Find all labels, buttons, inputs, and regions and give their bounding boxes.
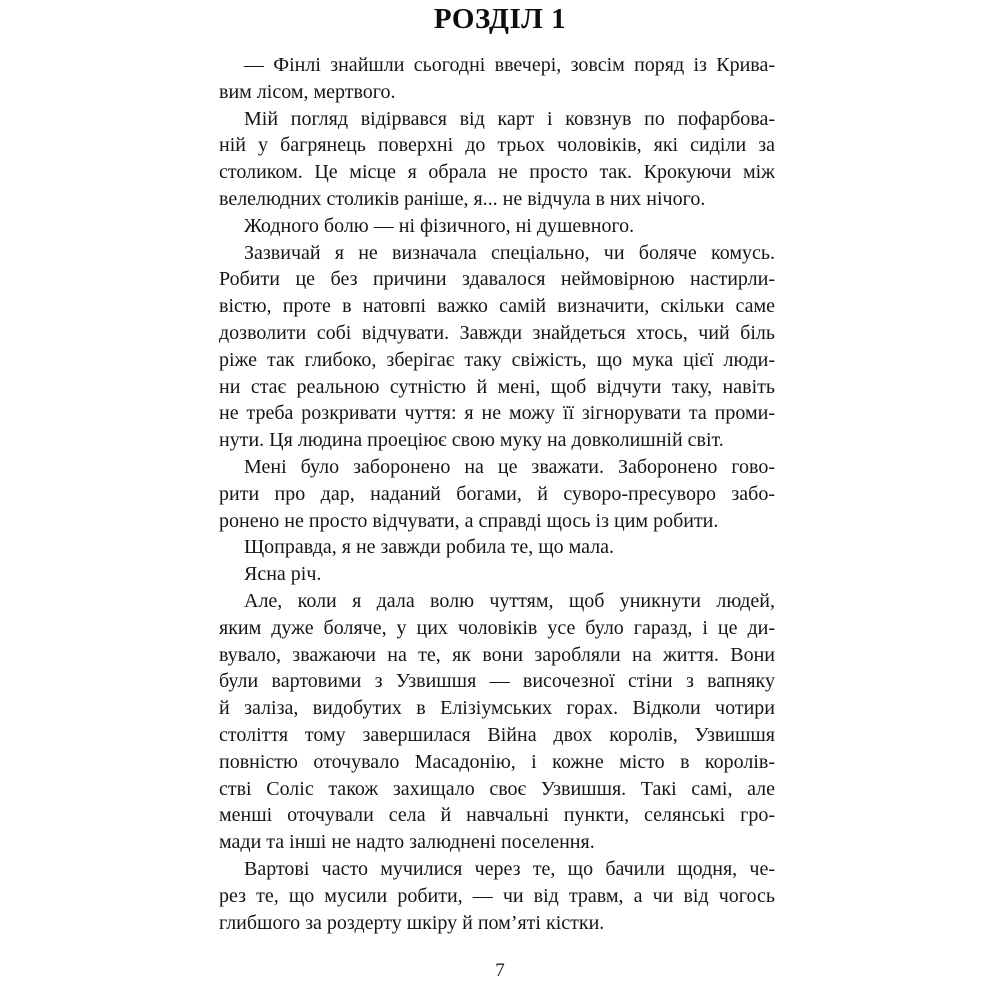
text-line: вістю, проте в натовпі важко самій визначити, скільки саме bbox=[219, 295, 775, 318]
text-line: Мені було заборонено на це зважати. Заборонено гово- bbox=[244, 455, 775, 478]
text-line: ній у багрянець поверхні до трьох чоловіків, які сиділи за bbox=[219, 134, 775, 157]
text-line: глибшого за роздерту шкіру й пом’яті кістки. bbox=[219, 911, 605, 934]
text-line: рити про дар, наданий богами, й суворо-пресуворо забо- bbox=[219, 482, 775, 505]
text-line: століття тому завершилася Війна двох королів, Узвишшя bbox=[219, 723, 775, 746]
text-line: Мій погляд відірвався від карт і ковзнув по пофарбова- bbox=[244, 107, 775, 130]
page-number: 7 bbox=[495, 960, 505, 981]
paragraph bbox=[219, 534, 775, 561]
paragraph bbox=[219, 240, 775, 454]
text-line: Вартові часто мучилися через те, що бачили щодня, че- bbox=[244, 857, 775, 880]
text-line: вувало, зважаючи на те, як вони заробляли на життя. Вони bbox=[219, 643, 775, 666]
paragraph bbox=[219, 588, 775, 856]
text-line: менші оточували села й навчальні пункти, селянські гро- bbox=[219, 804, 775, 827]
text-line: — Фінлі знайшли сьогодні ввечері, зовсім поряд із Крива- bbox=[244, 54, 775, 76]
text-line: ронено не просто відчувати, а справді щось із цим робити. bbox=[219, 509, 719, 532]
text-line: мади та інші не надто залюднені поселення. bbox=[219, 831, 595, 854]
text-line: стві Соліс також захищало своє Узвишшя. Такі самі, але bbox=[219, 777, 775, 800]
text-line: нути. Ця людина проеціює свою муку на довколишній світ. bbox=[219, 429, 724, 452]
text-line: Робити це без причини здавалося неймовірною настирли- bbox=[219, 268, 775, 291]
paragraph bbox=[219, 561, 775, 588]
paragraph bbox=[219, 213, 775, 240]
text-line: рез те, що мусили робити, — чи від травм, а чи від чогось bbox=[219, 884, 775, 907]
text-line: не треба розкривати чуття: я не можу її зігнорувати та проми- bbox=[219, 402, 775, 425]
text-line: Ясна річ. bbox=[244, 563, 322, 586]
text-line: були вартовими з Узвишшя — височезної стіни з вапняку bbox=[219, 670, 775, 693]
body-text bbox=[219, 52, 775, 936]
text-line: яким дуже боляче, у цих чоловіків усе було гаразд, і це ди- bbox=[219, 616, 775, 639]
text-line: Жодного болю — ні фізичного, ні душевного. bbox=[244, 214, 635, 237]
paragraph bbox=[219, 454, 775, 534]
text-line: дозволити собі відчувати. Завжди знайдеться хтось, чий біль bbox=[219, 321, 775, 344]
text-line: ріже так глибоко, зберігає таку свіжість, що мука цієї люди- bbox=[219, 348, 775, 371]
chapter-title: РОЗДІЛ 1 bbox=[433, 3, 567, 35]
text-line: Але, коли я дала волю чуттям, щоб уникнути людей, bbox=[244, 589, 775, 612]
text-line: вим лісом, мертвого. bbox=[219, 80, 396, 103]
text-line: ни стає реальною сутністю й мені, щоб відчути таку, навіть bbox=[219, 375, 775, 398]
text-line: столиком. Це місце я обрала не просто так. Крокуючи між bbox=[219, 161, 775, 184]
paragraph bbox=[219, 856, 775, 936]
text-line: велелюдних столиків раніше, я... не відчула в них нічого. bbox=[219, 187, 706, 210]
text-line: Щоправда, я не завжди робила те, що мала. bbox=[244, 536, 615, 559]
paragraph bbox=[219, 52, 775, 106]
text-line: й заліза, видобутих в Елізіумських горах. Відколи чотири bbox=[219, 697, 775, 720]
text-line: Зазвичай я не визначала спеціально, чи боляче комусь. bbox=[244, 241, 775, 264]
text-line: повністю оточувало Масадонію, і кожне місто в королів- bbox=[219, 750, 775, 773]
paragraph bbox=[219, 106, 775, 213]
